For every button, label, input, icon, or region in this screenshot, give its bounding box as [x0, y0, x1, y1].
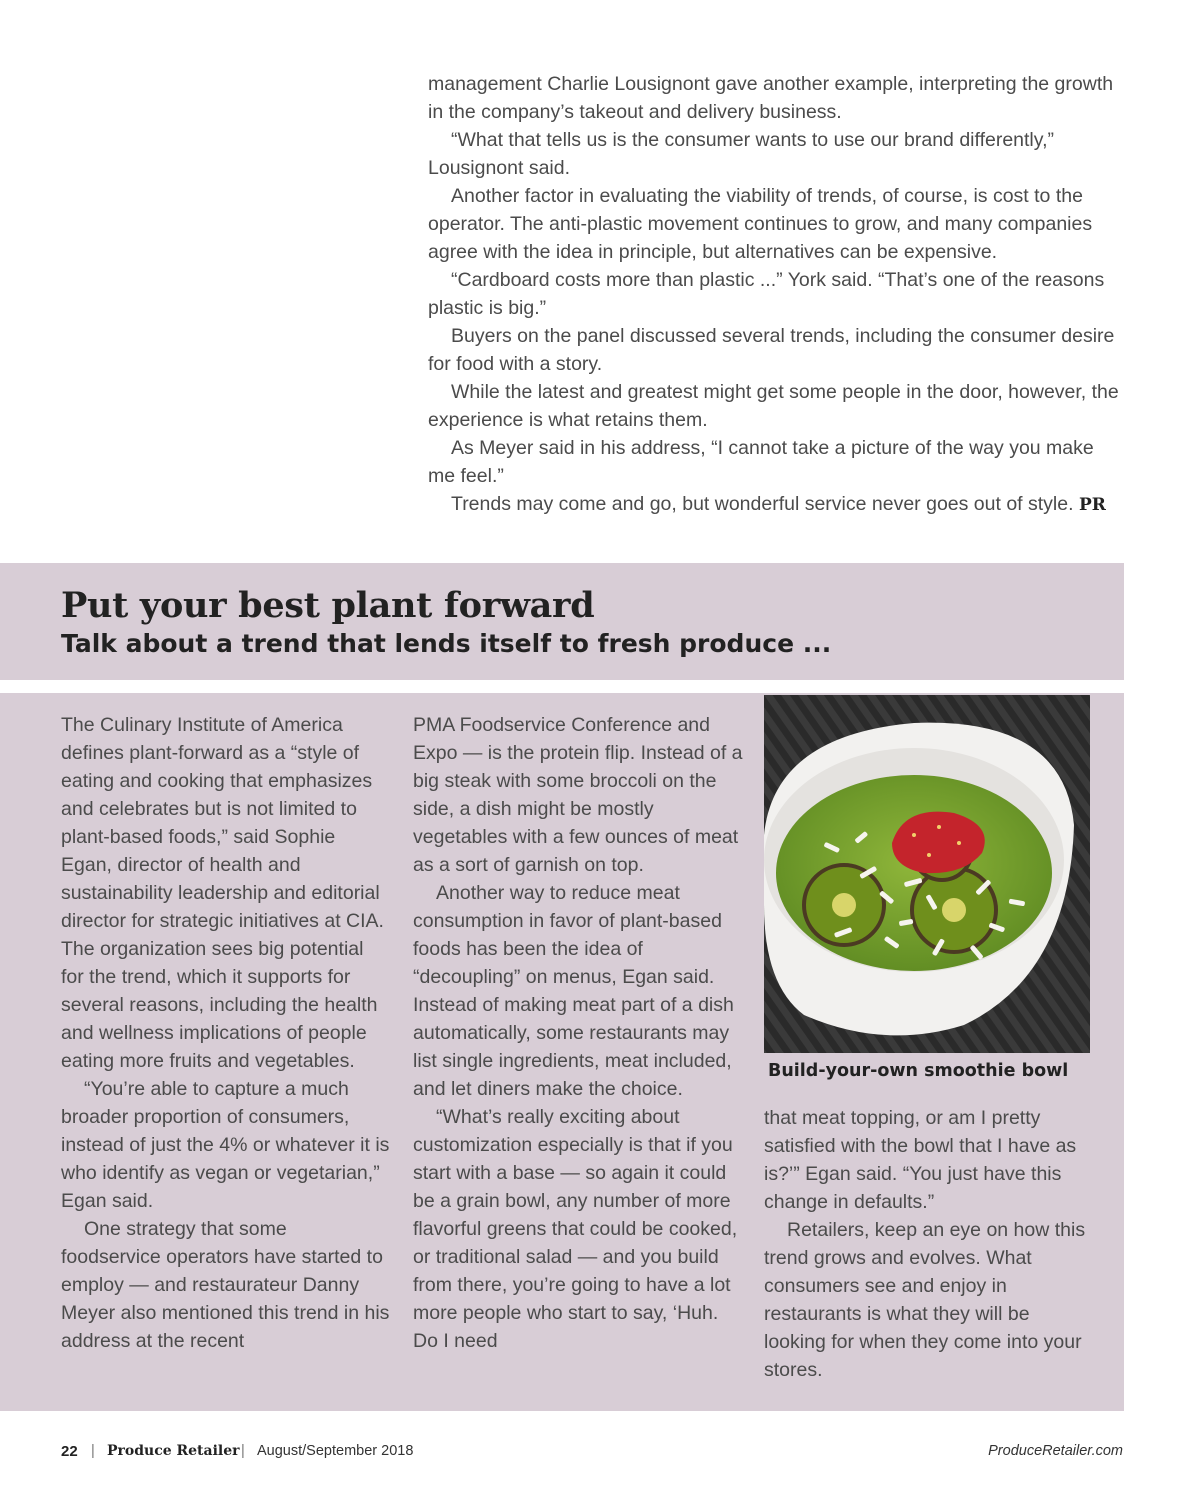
footer-publication: Produce Retailer	[107, 1443, 240, 1459]
sidebar-column-3	[764, 1104, 1094, 1384]
footer-separator: |	[91, 1443, 95, 1459]
paragraph: “What’s really exciting about customization especially is that if you start with a base — so again it could be a grain bowl, any number of more flavorful greens that could be cooked, or traditional salad — and you build from there, you’re going to have a lot more people who start to say, ‘Huh. Do I need	[413, 1106, 738, 1352]
sidebar-title: Put your best plant forward	[61, 585, 595, 626]
end-mark: PR	[1078, 495, 1106, 515]
paragraph: PMA Foodservice Conference and Expo — is the protein flip. Instead of a big steak with some broccoli on the side, a dish might be mostly vegetables with a few ounces of meat as a sort of garnish on top.	[413, 714, 743, 876]
paragraph: “Cardboard costs more than plastic ...” York said. “That’s one of the reasons plastic is big.”	[428, 269, 1105, 319]
paragraph: Another way to reduce meat consumption in favor of plant-based foods has been the idea of “decoupling” on menus, Egan said. Instead of making meat part of a dish automatically, some restaurants may list single ingredients, meat included, and let diners make the choice.	[413, 882, 734, 1100]
paragraph: The Culinary Institute of America defines plant-forward as a “style of eating and cooking that emphasizes and celebrates but is not limited to plant-based foods,” said Sophie Egan, director of health and sustainability leadership and editorial director for strategic initiatives at CIA. The organization sees big potential for the trend, which it supports for several reasons, including the health and wellness implications of people eating more fruits and vegetables.	[61, 714, 384, 1072]
smoothie-bowl-photo	[764, 695, 1090, 1053]
paragraph: One strategy that some foodservice operators have started to employ — and restaurateur Danny Meyer also mentioned this trend in his address at the recent	[61, 1218, 390, 1352]
page-footer	[61, 1443, 1123, 1465]
paragraph	[428, 490, 1122, 519]
page-number: 22	[61, 1443, 78, 1460]
sidebar-body	[0, 693, 1124, 1411]
paragraph: management Charlie Lousignont gave another example, interpreting the growth in the company’s takeout and delivery business.	[428, 73, 1114, 123]
paragraph: Retailers, keep an eye on how this trend grows and evolves. What consumers see and enjoy in restaurants is what they will be looking for when they come into your stores.	[764, 1219, 1086, 1381]
paragraph: “What that tells us is the consumer wants to use our brand differently,” Lousignont said.	[428, 129, 1054, 179]
sidebar-subtitle: Talk about a trend that lends itself to fresh produce ...	[61, 629, 832, 658]
article-continuation	[428, 70, 1122, 519]
paragraph-text: Trends may come and go, but wonderful service never goes out of style.	[451, 493, 1074, 515]
footer-url: ProduceRetailer.com	[988, 1443, 1123, 1459]
sidebar-column-1	[61, 711, 391, 1355]
paragraph: “You’re able to capture a much broader proportion of consumers, instead of just the 4% or whatever it is who identify as vegan or vegetarian,” Egan said.	[61, 1078, 390, 1212]
paragraph: As Meyer said in his address, “I cannot take a picture of the way you make me feel.”	[428, 437, 1094, 487]
paragraph: Another factor in evaluating the viability of trends, of course, is cost to the operator. The anti-plastic movement continues to grow, and many companies agree with the idea in principle, but alternatives can be expensive.	[428, 185, 1093, 263]
sidebar-header	[0, 563, 1124, 680]
paragraph: While the latest and greatest might get some people in the door, however, the experience is what retains them.	[428, 381, 1119, 431]
paragraph: that meat topping, or am I pretty satisfied with the bowl that I have as is?’” Egan said. “You just have this change in defaults.”	[764, 1107, 1077, 1213]
sidebar-column-2	[413, 711, 748, 1355]
footer-issue: August/September 2018	[257, 1443, 414, 1459]
photo-caption: Build-your-own smoothie bowl	[768, 1061, 1069, 1081]
paragraph: Buyers on the panel discussed several trends, including the consumer desire for food with a story.	[428, 325, 1115, 375]
footer-separator: |	[241, 1443, 245, 1459]
